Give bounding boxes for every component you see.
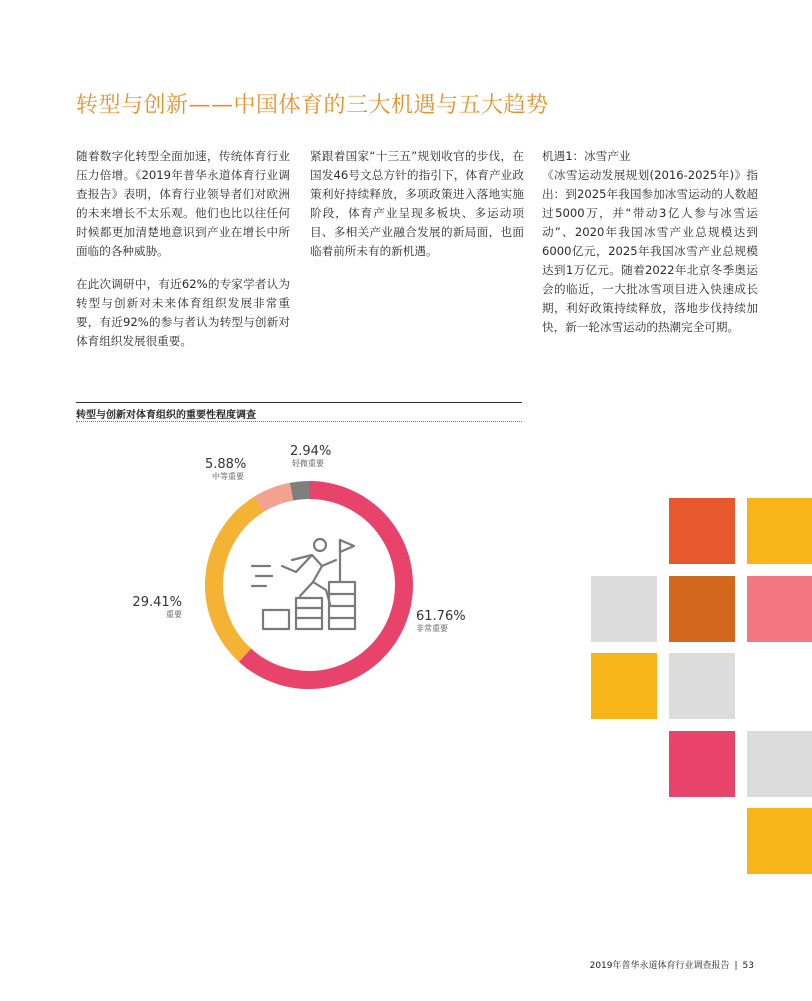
decorative-tile [747,576,812,642]
data-label-category: 非常重要 [416,624,448,633]
decorative-tile [669,653,735,719]
page-number: 53 [742,961,754,971]
section-heading: 机遇1：冰雪产业 [542,149,631,163]
decorative-tile [591,576,657,642]
chart-title: 转型与创新对体育组织的重要性程度调查 [76,410,256,421]
data-label-category: 中等重要 [212,472,244,481]
decorative-tile [669,576,735,642]
decorative-tile [669,498,735,564]
data-label-category: 重要 [166,610,182,619]
paragraph: 随着数字化转型全面加速，传统体育行业压力倍增。《2019年普华永道体育行业调查报告》表明，体育行业领导者们对欧洲的未来增长不太乐观。他们也比以往任何时候都更加清楚地意识到产业在增长中所面临的各种威胁。 [76,149,290,258]
footer-text: 2019年普华永道体育行业调查报告 [589,961,730,971]
decorative-tile [591,653,657,719]
data-label-value: 29.41% [132,595,182,610]
data-label-value: 5.88% [205,457,247,472]
data-label-category: 轻微重要 [292,459,324,468]
data-label-value: 2.94% [290,444,332,459]
decorative-tile [747,498,812,564]
donut-slice [292,490,309,492]
decorative-tile [747,808,812,874]
paragraph: 《冰雪运动发展规划(2016-2025年)》指出：到2025年我国参加冰雪运动的人数超过5000万，并“带动3亿人参与冰雪运动”、2020年我国冰雪产业总规模达到6000亿元，2025年我国冰雪产业总规模达到1万亿元。随着2022年北京冬季奥运会的临近，一大批冰雪项目进入快速成长期，利好政策持续释放，落地步伐持续加快，新一轮冰雪运动的热潮完全可期。 [542,168,758,334]
donut-slice [259,492,292,505]
page-footer [590,958,754,971]
footer-separator: | [734,961,738,971]
paragraph: 紧跟着国家“十三五”规划收官的步伐，在国发46号文总方针的指引下，体育产业政策利好持续释放，多项政策进入落地实施阶段，体育产业呈现多板块、多运动项目、多相关产业融合发展的新局面，也面临着前所未有的新机遇。 [310,149,524,258]
paragraph: 在此次调研中，有近62%的专家学者认为转型与创新对未来体育组织发展非常重要，有近92%的参与者认为转型与创新对体育组织发展很重要。 [76,277,290,348]
donut-slice [214,504,259,655]
donut-slice [245,490,404,680]
person-jumping-steps-to-flag-icon [252,539,355,629]
decorative-tile [747,731,812,797]
decorative-tile [669,731,735,797]
page-title: 转型与创新——中国体育的三大机遇与五大趋势 [76,93,549,118]
data-label-value: 61.76% [416,609,466,624]
